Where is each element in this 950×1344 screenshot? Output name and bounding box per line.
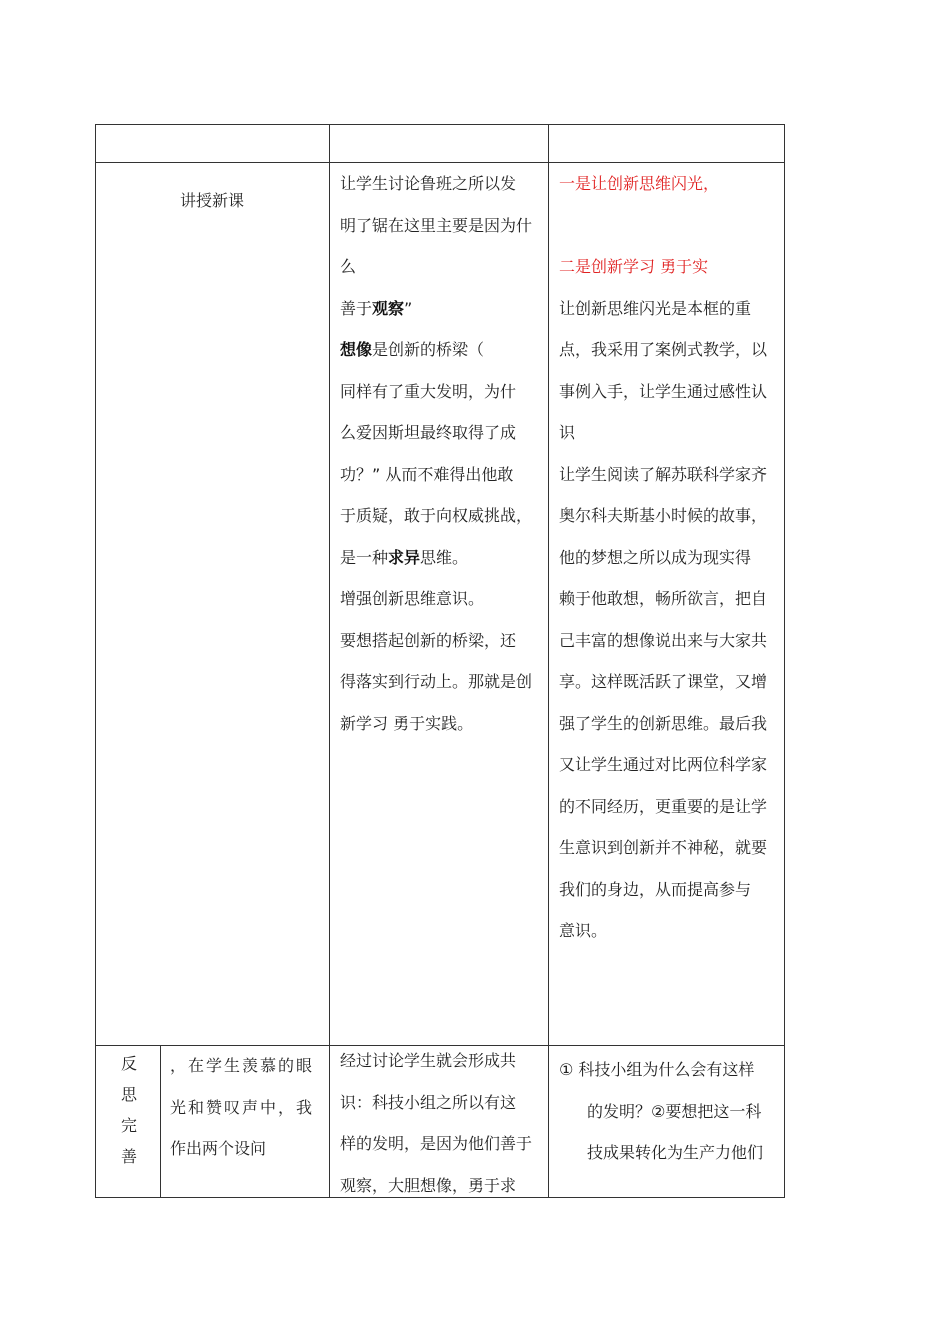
notes-line: 让学生阅读了解苏联科学家齐 (559, 464, 768, 484)
notes-line: 奥尔科夫斯基小时候的故事， (559, 506, 768, 525)
table-border-top (95, 124, 785, 125)
blank-line (559, 205, 781, 247)
content-line: 识：科技小组之所以有这 (340, 1092, 517, 1112)
notes-line: 他的梦想之所以成为现实得 (559, 547, 752, 567)
label-char: 完 (120, 1116, 137, 1135)
notes-line: 赖于他敢想，畅所欲言，把自 (559, 589, 768, 608)
content-line-observe: 善于观察” (340, 298, 413, 318)
content-line: 经过讨论学生就会形成共 (340, 1051, 517, 1070)
table-col-divider-2 (548, 124, 549, 1198)
question-line: 技成果转化为生产力他们 (587, 1143, 764, 1162)
activity-line: 光和赞叹声中，我 (170, 1097, 315, 1117)
content-line: 同样有了重大发明，为什 (340, 381, 517, 401)
label-char: 思 (120, 1085, 137, 1104)
bold-keyword: 想像 (340, 340, 373, 359)
table-col-divider-label (160, 1045, 161, 1198)
notes-line: 强了学生的创新思维。最后我 (559, 713, 768, 733)
content-line: 增强创新思维意识。 (340, 589, 485, 608)
label-char: 反 (120, 1054, 137, 1073)
table-col-divider-1 (329, 124, 330, 1198)
bold-keyword: 求异 (388, 547, 421, 567)
table-border-left (95, 124, 96, 1198)
notes-line: 事例入手，让学生通过感性认 (559, 381, 768, 401)
table-border-right (784, 124, 785, 1198)
reflection-content (340, 1040, 545, 1206)
label-char: 善 (120, 1147, 137, 1166)
content-line-imagine: 想像是创新的桥梁（ (340, 340, 485, 359)
notes-line: 我们的身边，从而提高参与 (559, 879, 752, 899)
red-heading-1: 一是让创新思维闪光， (559, 174, 720, 193)
reflection-questions (559, 1049, 781, 1174)
question-line: ① 科技小组为什么会有这样 (559, 1060, 755, 1079)
red-heading-2: 二是创新学习 勇于实 (559, 257, 709, 276)
notes-line: 己丰富的想像说出来与大家共 (559, 630, 768, 650)
design-notes-column (559, 163, 781, 952)
notes-line: 的不同经历，更重要的是让学 (559, 796, 768, 816)
reflection-activity (170, 1045, 326, 1170)
content-line: 于质疑，敢于向权威挑战， (340, 506, 533, 525)
content-line: 让学生讨论鲁班之所以发 (340, 174, 517, 193)
content-line: 么爱因斯坦最终取得了成 (340, 423, 517, 442)
notes-line: 又让学生通过对比两位科学家 (559, 755, 768, 774)
content-line: 新学习 勇于实践。 (340, 713, 474, 733)
content-line: 功？” 从而不难得出他敢 (340, 464, 514, 484)
stage-label-new-lesson: 讲授新课 (180, 191, 245, 210)
content-line: 明了锯在这里主要是因为什 (340, 215, 533, 235)
content-line-divergent: 是一种求异思维。 (340, 547, 469, 567)
content-line: 么 (340, 257, 357, 276)
content-line: 样的发明，是因为他们善于 (340, 1134, 533, 1153)
notes-line: 意识。 (559, 921, 608, 940)
teaching-content-column (340, 163, 545, 744)
content-line: 观察，大胆想像，勇于求 (340, 1175, 517, 1195)
bold-keyword: 观察 (372, 298, 405, 318)
notes-line: 识 (559, 423, 576, 442)
notes-line: 享。这样既活跃了课堂，又增 (559, 672, 768, 691)
content-line: 得落实到行动上。那就是创 (340, 672, 533, 691)
notes-line: 生意识到创新并不神秘，就要 (559, 838, 768, 857)
content-line: 要想搭起创新的桥梁，还 (340, 630, 517, 650)
activity-line: ，在学生羡慕的眼 (170, 1056, 315, 1075)
activity-line: 作出两个设问 (170, 1139, 267, 1158)
stage-label-reflection (119, 1048, 139, 1172)
notes-line: 让创新思维闪光是本框的重 (559, 298, 752, 318)
notes-line: 点，我采用了案例式教学，以 (559, 340, 768, 359)
question-line: 的发明？②要想把这一科 (587, 1101, 762, 1121)
